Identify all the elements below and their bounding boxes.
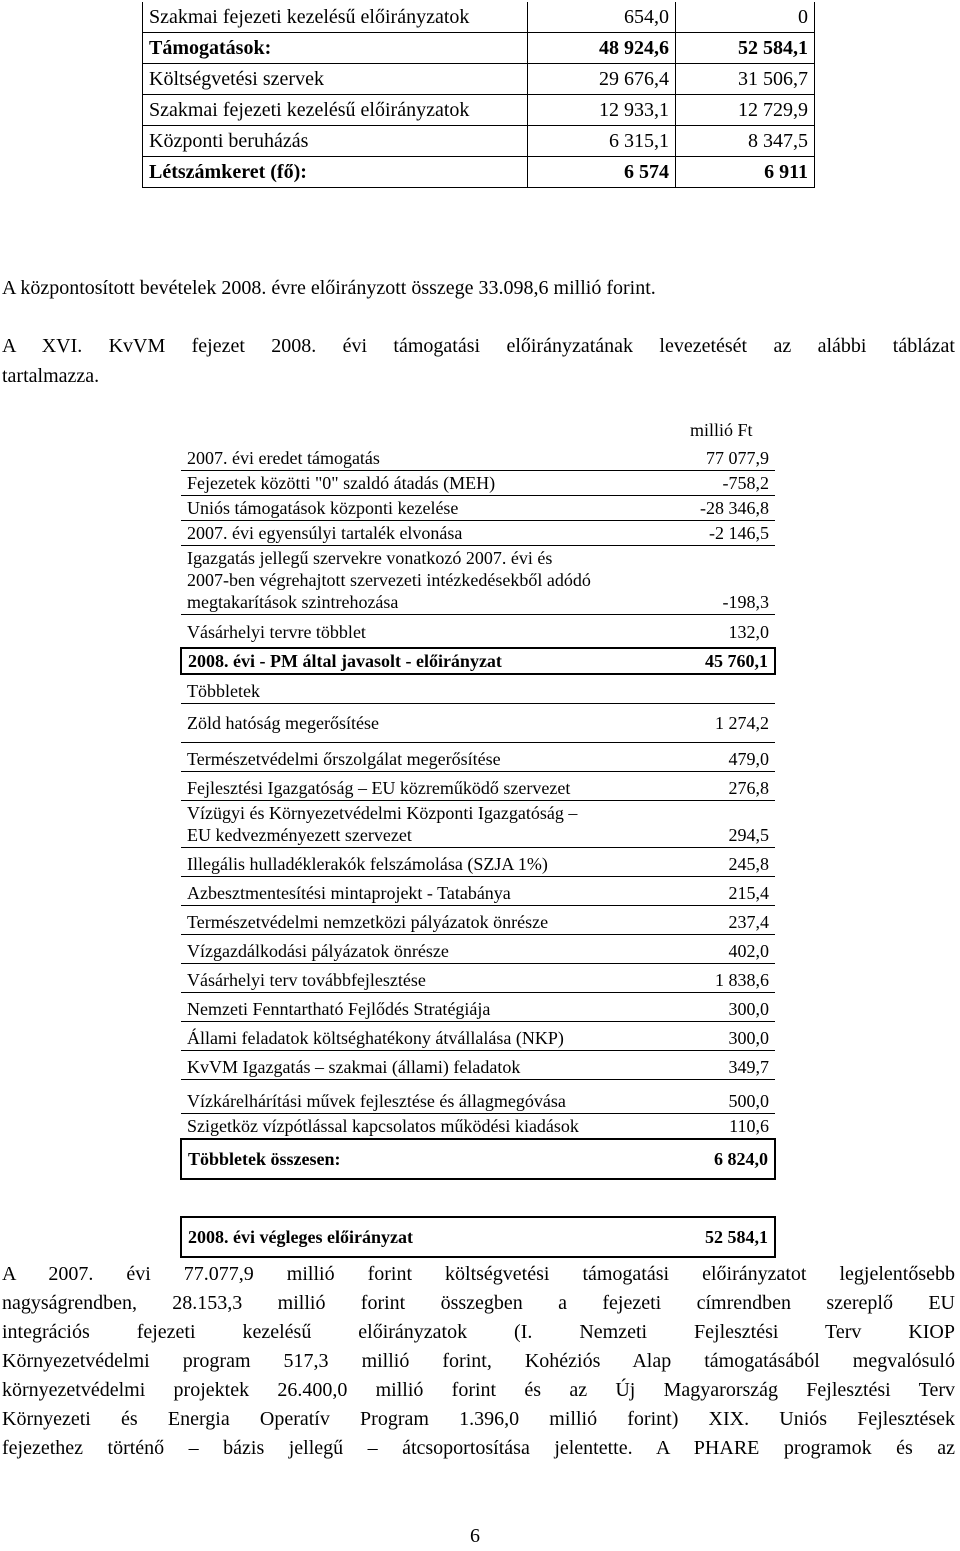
row-label	[181, 546, 678, 615]
row-label-line: megtakarítások szintrehozása	[187, 592, 399, 612]
row-label: 2008. évi - PM által javasolt - előirányzat	[181, 648, 678, 674]
row-value: -758,2	[678, 471, 775, 496]
row-label: 2007. évi egyensúlyi tartalék elvonása	[181, 521, 678, 546]
table-row	[143, 64, 815, 95]
row-value: 110,6	[729, 1116, 769, 1136]
value-2008: 31 506,7	[676, 64, 815, 95]
row-value: 500,0	[678, 1080, 775, 1114]
body-paragraph-line: Környezetvédelmi program 517,3 millió forint, Kohéziós Alap támogatásából megvalósuló	[2, 1350, 955, 1372]
row-label: Támogatások:	[143, 33, 528, 64]
value-2007: 12 933,1	[528, 95, 676, 126]
table-row	[181, 546, 775, 615]
row-label: Uniós támogatások központi kezelése	[181, 496, 678, 521]
row-value: 77 077,9	[678, 446, 775, 471]
row-label-line: EU kedvezményezett szervezet	[187, 825, 412, 845]
row-value: -2 146,5	[678, 521, 775, 546]
table-row	[143, 95, 815, 126]
row-value: 402,0	[678, 935, 775, 964]
row-label-line: 2007-ben végrehajtott szervezeti intézkedésekből adódó	[187, 570, 591, 590]
table-row	[181, 743, 775, 772]
row-label: Vízkárelhárítási művek fejlesztése és állagmegóvása	[181, 1080, 678, 1114]
table-row	[181, 1080, 775, 1114]
row-label: Zöld hatóság megerősítése	[181, 704, 678, 743]
value-2007: 48 924,6	[528, 33, 676, 64]
body-paragraph-line: nagyságrendben, 28.153,3 millió forint összegben a fejezeti címrendben szereplő EU	[2, 1292, 955, 1314]
row-value: -28 346,8	[678, 496, 775, 521]
body-paragraph-line: fejezethez történő – bázis jellegű – átcsoportosítása jelentette. A PHARE programok és az	[2, 1437, 955, 1459]
row-label: Szakmai fejezeti kezelésű előirányzatok	[143, 2, 528, 33]
table-row	[181, 877, 775, 906]
table-row	[181, 521, 775, 546]
row-label: Fejlesztési Igazgatóság – EU közreműködő szervezet	[181, 772, 678, 801]
central-revenue-paragraph: A központosított bevételek 2008. évre előirányzott összege 33.098,6 millió forint.	[2, 277, 656, 299]
row-label: Vásárhelyi terv továbbfejlesztése	[181, 964, 678, 993]
row-label: Nemzeti Fenntartható Fejlődés Stratégiája	[181, 993, 678, 1022]
row-value: 1 274,2	[678, 704, 775, 743]
row-value: 132,0	[678, 615, 775, 649]
value-2008: 6 911	[676, 157, 815, 188]
body-paragraph-line: környezetvédelmi projektek 26.400,0 millió forint és az Új Magyarország Fejlesztési Terv	[2, 1379, 955, 1401]
row-label: 2008. évi végleges előirányzat	[181, 1217, 678, 1257]
row-label: Vízgazdálkodási pályázatok önrésze	[181, 935, 678, 964]
table-row	[181, 1022, 775, 1051]
table-row-total	[181, 1139, 775, 1179]
table-row	[143, 126, 815, 157]
value-2008: 8 347,5	[676, 126, 815, 157]
table-row	[181, 993, 775, 1022]
body-paragraph-line: Környezeti és Energia Operatív Program 1.396,0 millió forint) XIX. Uniós Fejlesztések	[2, 1408, 955, 1430]
table-row	[181, 848, 775, 877]
row-value: 215,4	[678, 877, 775, 906]
body-paragraph-line: A 2007. évi 77.077,9 millió forint költségvetési támogatási előirányzatot legjelentősebb	[2, 1263, 955, 1285]
row-value: 237,4	[678, 906, 775, 935]
table-row	[181, 615, 775, 649]
table-row	[181, 496, 775, 521]
unit-label: millió Ft	[690, 420, 753, 440]
row-label-line: Vízügyi és Környezetvédelmi Központi Igazgatóság –	[187, 803, 578, 823]
table-row	[143, 157, 815, 188]
table-row	[181, 1114, 775, 1140]
table-row	[181, 906, 775, 935]
value-2007: 6 315,1	[528, 126, 676, 157]
row-label: Szakmai fejezeti kezelésű előirányzatok	[143, 95, 528, 126]
table-row	[181, 471, 775, 496]
value-2007: 29 676,4	[528, 64, 676, 95]
row-label: Azbesztmentesítési mintaprojekt - Tatabánya	[181, 877, 678, 906]
row-value: 276,8	[678, 772, 775, 801]
row-label: Illegális hulladéklerakók felszámolása (SZJA 1%)	[181, 848, 678, 877]
row-value: 45 760,1	[678, 648, 775, 674]
row-label	[181, 801, 678, 848]
row-label: Költségvetési szervek	[143, 64, 528, 95]
row-value: 52 584,1	[678, 1217, 775, 1257]
value-2007: 654,0	[528, 2, 676, 33]
row-label: Létszámkeret (fő):	[143, 157, 528, 188]
table-row	[181, 801, 775, 848]
row-value: -198,3	[678, 546, 775, 615]
intro-paragraph-line: tartalmazza.	[2, 365, 100, 387]
row-label: Természetvédelmi őrszolgálat megerősítése	[181, 743, 678, 772]
row-value: 300,0	[678, 1022, 775, 1051]
table-row-highlight	[181, 648, 775, 674]
row-label: Szigetköz vízpótlással kapcsolatos működési kiadások	[187, 1116, 579, 1136]
row-label: Többletek összesen:	[181, 1139, 678, 1179]
table-row	[143, 33, 815, 64]
table-row	[181, 1051, 775, 1080]
intro-paragraph-line: A XVI. KvVM fejezet 2008. évi támogatási előirányzatának levezetését az alábbi táblázat	[2, 335, 955, 357]
table-row	[181, 704, 775, 743]
value-2008: 0	[676, 2, 815, 33]
table-row-final	[181, 1217, 775, 1257]
value-2008: 52 584,1	[676, 33, 815, 64]
row-label: 2007. évi eredet támogatás	[181, 446, 678, 471]
value-2008: 12 729,9	[676, 95, 815, 126]
row-value	[678, 674, 775, 704]
value-2007: 6 574	[528, 157, 676, 188]
support-derivation-table	[180, 446, 776, 1258]
table-row	[181, 964, 775, 993]
table-row	[143, 2, 815, 33]
row-value: 300,0	[678, 993, 775, 1022]
table-row	[181, 674, 775, 704]
row-value: 245,8	[678, 848, 775, 877]
row-label: Vásárhelyi tervre többlet	[181, 615, 678, 649]
row-value: 6 824,0	[678, 1139, 775, 1179]
row-value: 349,7	[678, 1051, 775, 1080]
row-label: Fejezetek közötti "0" szaldó átadás (MEH)	[181, 471, 678, 496]
row-value: 294,5	[678, 801, 775, 848]
row-label: Természetvédelmi nemzetközi pályázatok önrésze	[181, 906, 678, 935]
budget-summary-table	[142, 2, 815, 188]
page-number: 6	[470, 1525, 480, 1547]
row-label-line: Igazgatás jellegű szervekre vonatkozó 2007. évi és	[187, 548, 553, 568]
body-paragraph-line: integrációs fejezeti kezelésű előirányzatok (I. Nemzeti Fejlesztési Terv KIOP	[2, 1321, 955, 1343]
table-row	[181, 935, 775, 964]
row-value: 1 838,6	[678, 964, 775, 993]
table-row	[181, 772, 775, 801]
table-row	[181, 446, 775, 471]
row-label: Központi beruházás	[143, 126, 528, 157]
section-label: Többletek	[181, 674, 678, 704]
row-value: 479,0	[678, 743, 775, 772]
row-label: Állami feladatok költséghatékony átvállalása (NKP)	[181, 1022, 678, 1051]
row-label: KvVM Igazgatás – szakmai (állami) feladatok	[181, 1051, 678, 1080]
